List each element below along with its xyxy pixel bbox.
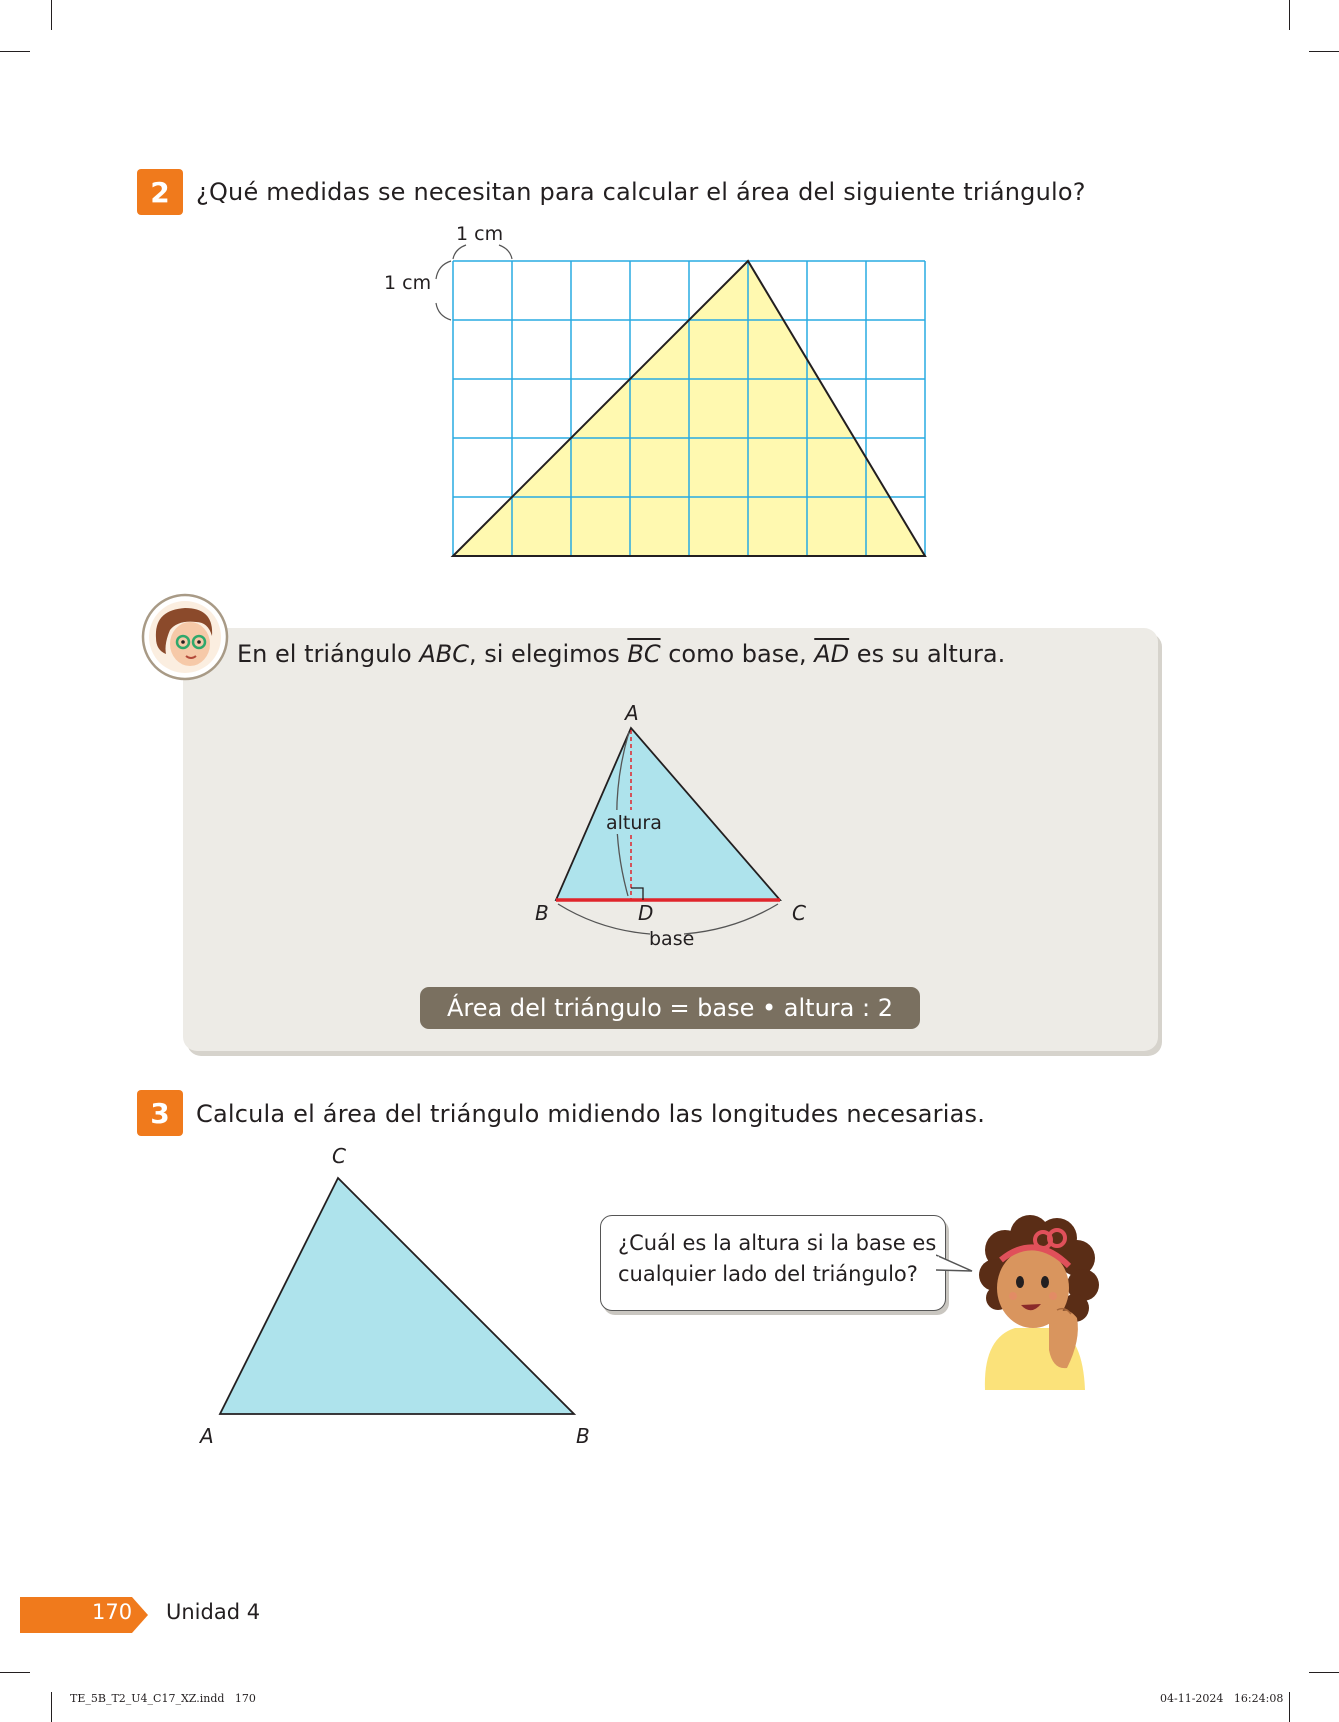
label-altura: altura bbox=[606, 812, 662, 834]
vertex-label-c: C bbox=[792, 901, 806, 925]
vertical-unit-brace bbox=[436, 261, 451, 320]
vertex-label-b: B bbox=[576, 1424, 590, 1448]
bubble-line-2: cualquier lado del triángulo? bbox=[618, 1262, 918, 1286]
speech-bubble-text bbox=[618, 1228, 936, 1290]
grid-triangle-figure bbox=[370, 215, 940, 565]
exercise-3-question: Calcula el área del triángulo midiendo las longitudes necesarias. bbox=[196, 1100, 986, 1128]
area-formula: Área del triángulo = base • altura : 2 bbox=[420, 987, 920, 1029]
exercise-2-question: ¿Qué medidas se necesitan para calcular el área del siguiente triángulo? bbox=[196, 178, 1086, 206]
crop-mark bbox=[1309, 1672, 1339, 1673]
vertex-label-b: B bbox=[535, 901, 549, 925]
triangle-exercise-3 bbox=[180, 1135, 600, 1455]
vertex-label-a: A bbox=[200, 1424, 214, 1448]
blue-triangle-abc bbox=[556, 728, 780, 900]
unit-label-vertical: 1 cm bbox=[384, 272, 432, 294]
exercise-2-badge: 2 bbox=[137, 169, 183, 215]
unit-label-horizontal: 1 cm bbox=[456, 223, 504, 245]
file-slug: TE_5B_T2_U4_C17_XZ.indd 170 bbox=[70, 1692, 256, 1705]
crop-mark bbox=[1289, 1692, 1290, 1722]
info-statement: En el triángulo ABC, si elegimos $\overline{BC}$ como base, $\overline{AD}$ es su altura. bbox=[237, 640, 1006, 668]
vertex-label-a: A bbox=[625, 701, 639, 725]
exercise-3-badge: 3 bbox=[137, 1090, 183, 1136]
blue-triangle-exercise bbox=[220, 1178, 574, 1414]
crop-mark bbox=[51, 0, 52, 30]
crop-mark bbox=[51, 1692, 52, 1722]
point-label-d: D bbox=[638, 901, 654, 925]
label-base: base bbox=[649, 928, 695, 950]
horizontal-unit-brace bbox=[453, 245, 512, 259]
crop-mark bbox=[0, 1672, 30, 1673]
crop-mark bbox=[1309, 51, 1339, 52]
page-number: 170 bbox=[92, 1600, 133, 1624]
triangle-abc-diagram bbox=[520, 698, 820, 954]
vertex-label-c: C bbox=[332, 1144, 346, 1168]
girl-character-icon bbox=[965, 1210, 1115, 1390]
teacher-avatar-icon bbox=[140, 592, 230, 682]
crop-mark bbox=[1289, 0, 1290, 30]
print-timestamp: 04-11-2024 16:24:08 bbox=[1160, 1692, 1284, 1705]
bubble-line-1: ¿Cuál es la altura si la base es bbox=[618, 1231, 937, 1255]
unit-label: Unidad 4 bbox=[166, 1600, 261, 1624]
crop-mark bbox=[0, 51, 30, 52]
